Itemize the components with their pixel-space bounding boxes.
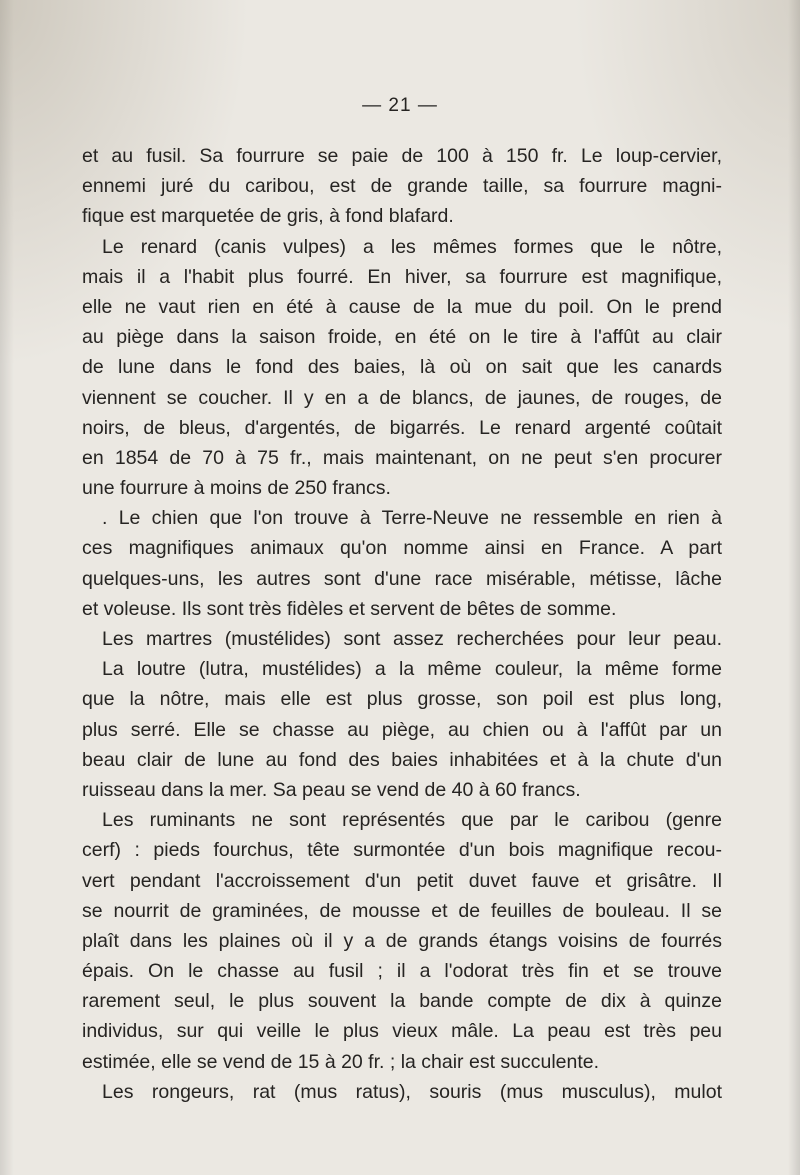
text-line: beau clair de lune au fond des baies inhabitées et à la chute d'un (82, 748, 722, 771)
text-line: fique est marquetée de gris, à fond blafard. (82, 205, 454, 228)
text-line: et voleuse. Ils sont très fidèles et servent de bêtes de somme. (82, 597, 617, 620)
text-line: mais il a l'habit plus fourré. En hiver, sa fourrure est magnifique, (82, 265, 722, 288)
text-line: . Le chien que l'on trouve à Terre-Neuve ne ressemble en rien à (102, 507, 722, 530)
text-line: noirs, de bleus, d'argentés, de bigarrés. Le renard argenté coûtait (82, 416, 722, 439)
text-line: Le renard (canis vulpes) a les mêmes formes que le nôtre, (102, 235, 722, 258)
text-line: ces magnifiques animaux qu'on nomme ainsi en France. A part (82, 537, 722, 560)
text-line: de lune dans le fond des baies, là où on sait que les canards (82, 356, 722, 379)
text-line: ennemi juré du caribou, est de grande taille, sa fourrure magni- (82, 175, 722, 198)
text-line: viennent se coucher. Il y en a de blancs, de jaunes, de rouges, de (82, 386, 722, 409)
text-line: une fourrure à moins de 250 francs. (82, 477, 391, 500)
text-line: et au fusil. Sa fourrure se paie de 100 à 150 fr. Le loup-cervier, (82, 145, 722, 167)
text-line: plus serré. Elle se chasse au piège, au chien ou à l'affût par un (82, 718, 722, 741)
text-line: individus, sur qui veille le plus vieux mâle. La peau est très peu (82, 1020, 722, 1043)
text-line: quelques-uns, les autres sont d'une race misérable, métisse, lâche (82, 567, 722, 590)
text-line: Les ruminants ne sont représentés que par le caribou (genre (102, 809, 722, 832)
text-line: au piège dans la saison froide, en été on le tire à l'affût au clair (82, 326, 722, 349)
text-line: elle ne vaut rien en été à cause de la mue du poil. On le prend (82, 295, 722, 318)
text-line: Les rongeurs, rat (mus ratus), souris (mus musculus), mulot (102, 1080, 722, 1103)
page-number: — 21 — (362, 95, 438, 116)
text-line: que la nôtre, mais elle est plus grosse, son poil est plus long, (82, 688, 722, 711)
text-line: en 1854 de 70 à 75 fr., mais maintenant, on ne peut s'en procurer (82, 446, 722, 469)
body-text (82, 141, 722, 1107)
text-line: La loutre (lutra, mustélides) a la même couleur, la même forme (102, 658, 722, 681)
text-line: cerf) : pieds fourchus, tête surmontée d'un bois magnifique recou- (82, 839, 722, 862)
text-line: se nourrit de graminées, de mousse et de feuilles de bouleau. Il se (82, 899, 722, 922)
text-line: Les martres (mustélides) sont assez recherchées pour leur peau. (102, 628, 722, 650)
text-line: rarement seul, le plus souvent la bande compte de dix à quinze (82, 990, 722, 1013)
text-line: estimée, elle se vend de 15 à 20 fr. ; la chair est succulente. (82, 1050, 600, 1073)
text-line: vert pendant l'accroissement d'un petit duvet fauve et grisâtre. Il (82, 869, 722, 892)
text-line: plaît dans les plaines où il y a de grands étangs voisins de fourrés (82, 929, 722, 952)
text-line: ruisseau dans la mer. Sa peau se vend de 40 à 60 francs. (82, 778, 581, 801)
text-line: épais. On le chasse au fusil ; il a l'odorat très fin et se trouve (82, 960, 722, 983)
